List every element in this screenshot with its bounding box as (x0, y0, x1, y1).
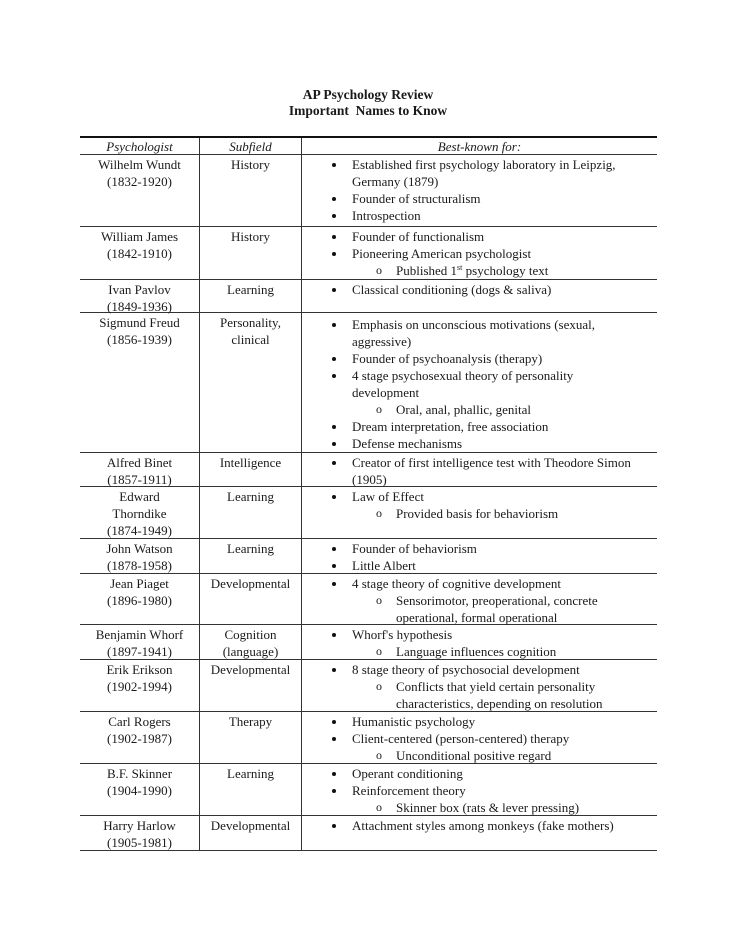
best-known-for-cell (302, 487, 657, 538)
subfield-text: Personality, (220, 315, 281, 330)
psychologist-name: Benjamin Whorf (95, 627, 184, 642)
bullet-list (302, 713, 641, 764)
bullet-text: Whorf's hypothesis (352, 627, 453, 642)
bullet-text: Established first psychology laboratory in Leipzig, Germany (1879) (352, 157, 616, 189)
best-known-for-cell (302, 764, 657, 815)
subfield-text: Learning (227, 766, 274, 781)
subfield-cell (200, 155, 302, 226)
table-row (80, 155, 657, 227)
table-row (80, 280, 657, 313)
bullet-text: Creator of first intelligence test with Theodore Simon (1905) (352, 455, 631, 487)
sub-bullet-list (352, 747, 641, 764)
psychologist-years: (1902-1987) (107, 731, 172, 746)
best-known-for-cell (302, 227, 657, 279)
subfield-cell (200, 487, 302, 538)
subfield-text: (language) (222, 644, 279, 659)
best-known-for-cell (302, 539, 657, 573)
subfield-cell (200, 313, 302, 452)
bullet-text: Founder of functionalism (352, 229, 485, 244)
subfield-text: Developmental (210, 818, 291, 833)
psychologist-name: Edward Thorndike (112, 489, 167, 521)
bullet-text: Little Albert (352, 558, 416, 573)
table-row (80, 764, 657, 816)
psychologist-years: (1878-1958) (107, 558, 172, 573)
bullet-text: 4 stage theory of cognitive development (352, 576, 562, 591)
bullet-item (302, 765, 641, 782)
bullet-item (302, 454, 641, 488)
bullet-text: Pioneering American psychologist (352, 246, 532, 261)
bullet-item (302, 575, 641, 626)
bullet-list (302, 228, 641, 279)
psychologist-cell (80, 227, 200, 279)
bullet-text: 4 stage psychosexual theory of personality development (352, 368, 574, 400)
bullet-item (302, 156, 641, 190)
table-row (80, 816, 657, 850)
bullet-list (302, 316, 641, 452)
bullet-list (302, 661, 641, 712)
subfield-cell (200, 816, 302, 850)
psychologist-cell (80, 280, 200, 312)
bullet-text: Law of Effect (352, 489, 424, 504)
subfield-text: Developmental (210, 576, 291, 591)
psychologist-name: Sigmund Freud (99, 315, 180, 330)
bullet-list (302, 817, 641, 834)
psychologist-cell (80, 155, 200, 226)
bullet-item (302, 367, 641, 418)
psychologist-cell (80, 574, 200, 624)
sub-bullet-list (352, 505, 641, 522)
sub-bullet-item: o Skinner box (rats & lever pressing) (352, 799, 641, 816)
bullet-text: Founder of structuralism (352, 191, 481, 206)
table-row (80, 574, 657, 625)
header-best-known-for: Best-known for: (437, 139, 522, 154)
subfield-cell (200, 712, 302, 763)
bullet-item (302, 350, 641, 367)
bullet-item (302, 713, 641, 730)
table-header-row (80, 138, 657, 155)
subfield-cell (200, 539, 302, 573)
header-subfield: Subfield (200, 138, 302, 154)
psychologist-name: Harry Harlow (103, 818, 176, 833)
bullet-item (302, 435, 641, 452)
table-row (80, 487, 657, 539)
bullet-item (302, 661, 641, 712)
psychologist-name: John Watson (106, 541, 173, 556)
subfield-cell (200, 574, 302, 624)
psychologist-name: Jean Piaget (110, 576, 169, 591)
bullet-item (302, 281, 641, 298)
bullet-text: Operant conditioning (352, 766, 463, 781)
subfield-text: History (231, 229, 270, 244)
bullet-text: Founder of behaviorism (352, 541, 477, 556)
bullet-item (302, 245, 641, 279)
sub-bullet-item: o Oral, anal, phallic, genital (352, 401, 641, 418)
subfield-text: Developmental (210, 662, 291, 677)
psychologist-cell (80, 712, 200, 763)
bullet-item (302, 626, 641, 660)
table-row (80, 625, 657, 660)
psychologist-name: Alfred Binet (106, 455, 173, 470)
sub-bullet-list (352, 678, 641, 712)
bullet-text: Defense mechanisms (352, 436, 463, 451)
psychologist-cell (80, 539, 200, 573)
bullet-list (302, 540, 641, 574)
psychologist-cell (80, 453, 200, 486)
bullet-text: Emphasis on unconscious motivations (sexual, aggressive) (352, 317, 596, 349)
sub-bullet-list (352, 592, 641, 626)
psychologist-years: (1856-1939) (107, 332, 172, 347)
table-row (80, 313, 657, 453)
bullet-list (302, 156, 641, 224)
subfield-text: Learning (227, 282, 274, 297)
best-known-for-cell (302, 816, 657, 850)
subfield-text: Learning (227, 489, 274, 504)
sub-bullet-item: o Conflicts that yield certain personality characteristics, depending on resolution (352, 678, 641, 712)
subfield-cell (200, 660, 302, 711)
subfield-text: History (231, 157, 270, 172)
psychologist-name: William James (100, 229, 179, 244)
bullet-item (302, 557, 641, 574)
psychologist-years: (1874-1949) (107, 523, 172, 538)
table-row (80, 539, 657, 574)
bullet-item (302, 228, 641, 245)
subfield-text: clinical (231, 332, 270, 347)
bullet-list (302, 626, 641, 660)
bullet-item (302, 418, 641, 435)
bullet-item (302, 316, 641, 350)
title-line-2: Important Names to Know (288, 103, 448, 118)
subfield-cell (200, 227, 302, 279)
bullet-text: Client-centered (person-centered) therapy (352, 731, 570, 746)
psychologist-name: B.F. Skinner (106, 766, 173, 781)
psychologist-years: (1897-1941) (107, 644, 172, 659)
bullet-item (302, 782, 641, 816)
psychologist-name: Carl Rogers (108, 714, 171, 729)
sub-bullet-item: o Provided basis for behaviorism (352, 505, 641, 522)
header-psychologist: Psychologist (80, 138, 200, 154)
psychologist-cell (80, 816, 200, 850)
bullet-text: Founder of psychoanalysis (therapy) (352, 351, 543, 366)
table-row (80, 660, 657, 712)
bullet-list (302, 488, 641, 522)
psychologist-name: Wilhelm Wundt (98, 157, 181, 172)
bullet-text: Dream interpretation, free association (352, 419, 549, 434)
sub-bullet-list (352, 799, 641, 816)
bullet-list (302, 575, 641, 626)
psychologist-years: (1849-1936) (107, 299, 172, 314)
psychologists-table (80, 136, 657, 851)
bullet-item (302, 207, 641, 224)
bullet-item (302, 817, 641, 834)
bullet-text: 8 stage theory of psychosocial development (352, 662, 580, 677)
psychologist-years: (1905-1981) (107, 835, 172, 850)
bullet-text: Introspection (352, 208, 421, 223)
psychologist-cell (80, 313, 200, 452)
best-known-for-cell (302, 155, 657, 226)
sub-bullet-item: o Unconditional positive regard (352, 747, 641, 764)
bullet-item (302, 190, 641, 207)
psychologist-name: Ivan Pavlov (108, 282, 171, 297)
sub-bullet-list (352, 262, 641, 279)
bullet-list (302, 281, 641, 298)
sub-bullet-list (352, 643, 641, 660)
psychologist-years: (1832-1920) (107, 174, 172, 189)
psychologist-cell (80, 764, 200, 815)
best-known-for-cell (302, 625, 657, 659)
psychologist-years: (1902-1994) (107, 679, 172, 694)
best-known-for-cell (302, 660, 657, 711)
bullet-text: Humanistic psychology (352, 714, 476, 729)
bullet-list (302, 454, 641, 488)
subfield-cell (200, 453, 302, 486)
psychologist-cell (80, 625, 200, 659)
bullet-item (302, 730, 641, 764)
best-known-for-cell (302, 313, 657, 452)
psychologist-years: (1842-1910) (107, 246, 172, 261)
sub-bullet-item: o Sensorimotor, preoperational, concrete operational, formal operational (352, 592, 641, 626)
bullet-item (302, 540, 641, 557)
subfield-cell (200, 625, 302, 659)
sub-bullet-list (352, 401, 641, 418)
bullet-text: Classical conditioning (dogs & saliva) (352, 282, 552, 297)
psychologist-cell (80, 660, 200, 711)
psychologist-cell (80, 487, 200, 538)
subfield-cell (200, 280, 302, 312)
table-row (80, 453, 657, 487)
sub-bullet-item: o Language influences cognition (352, 643, 641, 660)
bullet-text: Reinforcement theory (352, 783, 466, 798)
sub-bullet-item: o Published 1st psychology text (352, 262, 641, 279)
psychologist-name: Erik Erikson (106, 662, 173, 677)
subfield-text: Learning (227, 541, 274, 556)
best-known-for-cell (302, 574, 657, 624)
psychologist-years: (1904-1990) (107, 783, 172, 798)
bullet-list (302, 765, 641, 816)
best-known-for-cell (302, 453, 657, 486)
subfield-cell (200, 764, 302, 815)
bullet-item (302, 488, 641, 522)
psychologist-years: (1896-1980) (107, 593, 172, 608)
subfield-text: Therapy (228, 714, 273, 729)
subfield-text: Intelligence (219, 455, 282, 470)
psychologist-years: (1857-1911) (107, 472, 172, 487)
table-row (80, 227, 657, 280)
title-line-1: AP Psychology Review (302, 87, 434, 102)
table-row (80, 712, 657, 764)
best-known-for-cell (302, 280, 657, 312)
subfield-text: Cognition (224, 627, 277, 642)
best-known-for-cell (302, 712, 657, 763)
bullet-text: Attachment styles among monkeys (fake mothers) (352, 818, 614, 833)
document-title (0, 87, 736, 119)
